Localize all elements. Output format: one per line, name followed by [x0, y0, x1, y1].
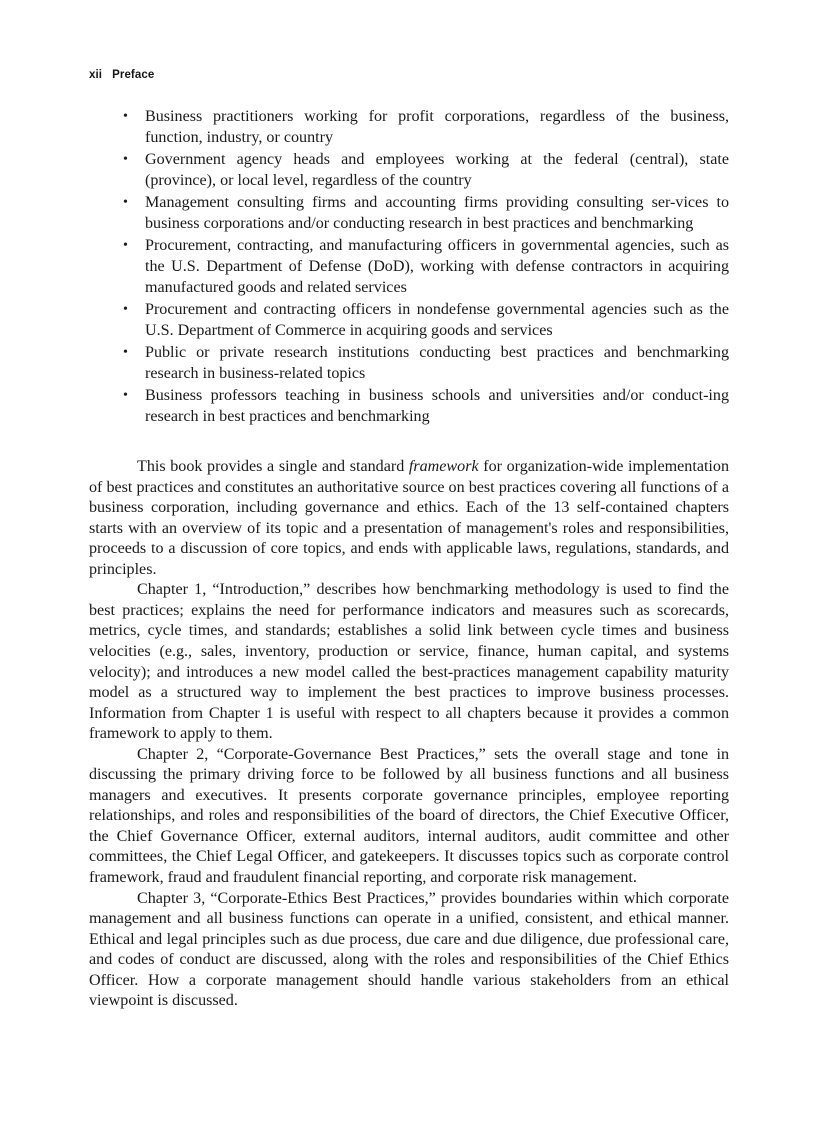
list-item-text: Procurement and contracting officers in nondefense governmental agencies such as the U.S. Department of Commerce in acquiring goods and services [145, 300, 729, 340]
bullet-point-icon: • [123, 387, 128, 403]
list-item-text: Procurement, contracting, and manufacturing officers in governmental agencies, such as the U.S. Department of Defense (DoD), working with defense contractors in acquiring manufactured goods and related services [145, 236, 729, 297]
body-paragraphs [89, 457, 729, 1012]
running-head [89, 69, 154, 81]
paragraph-book-overview [89, 457, 729, 580]
list-item-text: Management consulting firms and accounting firms providing consulting ser-vices to business corporations and/or conducting research in best practices and benchmarking [145, 193, 729, 233]
page-text-block [89, 106, 729, 1012]
paragraph-chapter-1: Chapter 1, “Introduction,” describes how benchmarking methodology is used to find the best practices; explains the need for performance indicators and measures such as scorecards, metrics, cycle times, and standards; establishes a solid link between cycle times and business velocities (e.g., sales, inventory, production or service, finance, human capital, and systems velocity); and introduces a new model called the best-practices management capability maturity model as a structured way to implement the best practices to improve business processes. Information from Chapter 1 is useful with respect to all chapters because it provides a common framework to apply to them. [89, 581, 729, 743]
paragraph-chapter-2: Chapter 2, “Corporate-Governance Best Practices,” sets the overall stage and tone in discussing the primary driving force to be followed by all business functions and all business managers and executives. It presents corporate governance principles, employee reporting relationships, and roles and responsibilities of the board of directors, the Chief Executive Officer, the Chief Governance Officer, external auditors, internal auditors, audit committee and other committees, the Chief Legal Officer, and gatekeepers. It discusses topics such as corporate control framework, fraud and fraudulent financial reporting, and corporate risk management. [89, 745, 729, 886]
bullet-point-icon: • [123, 344, 128, 360]
list-item [89, 299, 729, 341]
list-item [89, 192, 729, 234]
list-item [89, 385, 729, 427]
list-item-text: Business professors teaching in business schools and universities and/or conduct-ing research in best practices and benchmarking [145, 386, 729, 425]
list-item-text: Government agency heads and employees working at the federal (central), state (province), or local level, regardless of the country [145, 150, 729, 190]
bullet-point-icon: • [123, 151, 128, 167]
list-item-text: Public or private research institutions conducting best practices and benchmarking research in business-related topics [145, 343, 729, 382]
bullet-point-icon: • [123, 109, 128, 124]
list-item [89, 235, 729, 299]
bullet-point-icon: • [123, 194, 128, 210]
audience-bullet-list [89, 106, 729, 427]
page-folio-number: xii [89, 69, 103, 81]
bullet-point-icon: • [123, 301, 128, 317]
list-item [89, 342, 729, 384]
paragraph-chapter-3: Chapter 3, “Corporate-Ethics Best Practices,” provides boundaries within which corporate management and all business functions can operate in a unified, consistent, and ethical manner. Ethical and legal principles such as due process, due care and due diligence, due professional care, and codes of conduct are discussed, along with the roles and responsibilities of the Chief Ethics Officer. How a corporate management should handle various stakeholders from an ethical viewpoint is discussed. [89, 889, 729, 1010]
list-item [89, 106, 729, 148]
paragraph-text-part-1: This book provides a single and standard [137, 458, 409, 476]
running-head-title: Preface [112, 69, 155, 81]
list-item-text: Business practitioners working for profit corporations, regardless of the business, function, industry, or country [145, 108, 729, 147]
list-item [89, 149, 729, 191]
paragraph-text-part-2: for organization-wide implementation of best practices and constitutes an authoritative source on best practices covering all functions of a business corporation, including governance and ethics. Each of the 13 self-contained chapters starts with an overview of its topic and a presentation of management's roles and responsibilities, proceeds to a discussion of core topics, and ends with applicable laws, regulations, standards, and principles. [89, 458, 729, 578]
bullet-point-icon: • [123, 237, 128, 253]
emphasis-framework: framework [408, 458, 479, 476]
